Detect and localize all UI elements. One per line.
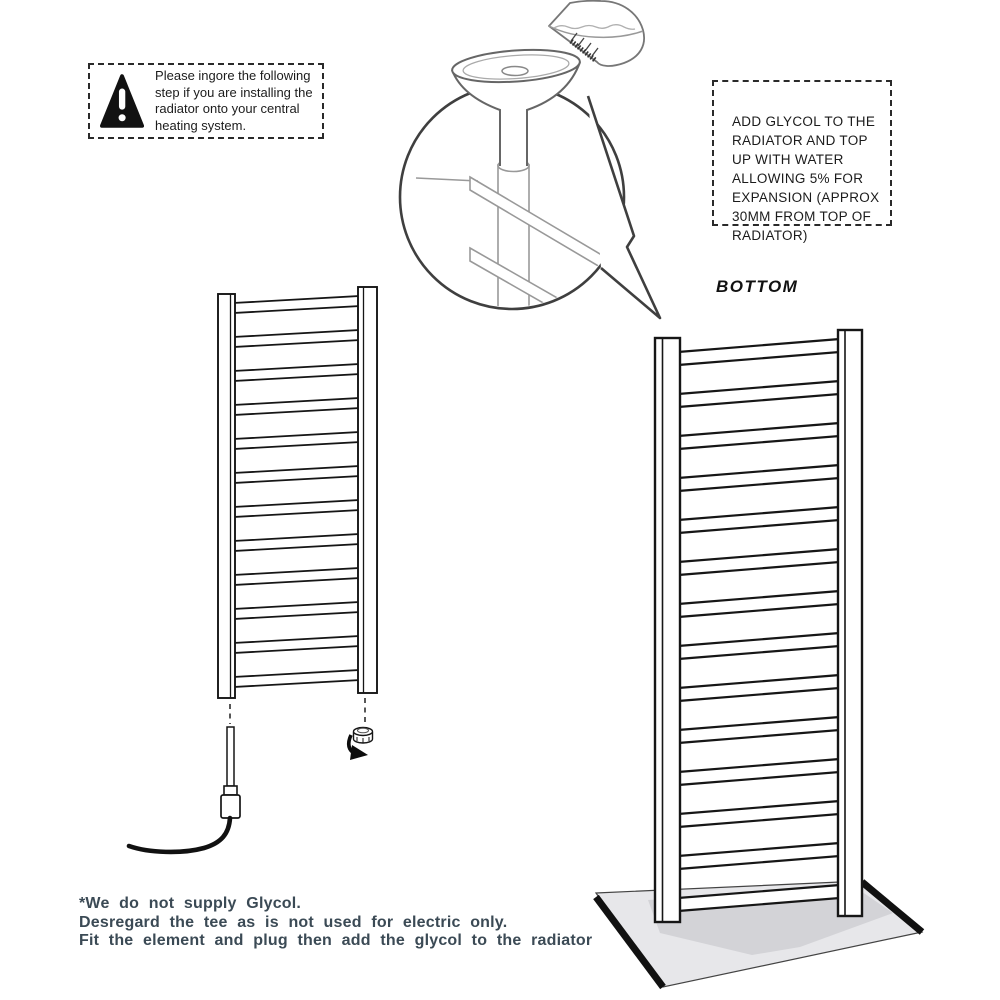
power-cable [129,818,230,852]
warning-note-box [88,63,324,139]
radiator-rung [678,759,840,785]
radiator-rung [233,636,360,653]
radiator-rung [233,568,360,585]
blanking-plug [354,728,373,744]
radiator-rung [233,670,360,687]
radiator-rung [233,466,360,483]
callout-tail [588,96,660,318]
radiator-rung [678,381,840,407]
funnel-callout [400,85,660,340]
radiator-rung [233,500,360,517]
radiator-rung [678,801,840,827]
radiator-rung [678,549,840,575]
left-radiator [129,287,377,852]
radiator-rung [678,717,840,743]
footnote-line: Fit the element and plug then add the glycol to the radiator [79,932,593,949]
radiator-rung [678,465,840,491]
radiator-rung [233,602,360,619]
right-radiator-rungs [678,339,840,911]
radiator-rung [678,633,840,659]
left-radiator-left-rail [218,294,235,698]
radiator-rung [678,339,840,365]
radiator-rung [233,330,360,347]
radiator-rung [233,296,360,313]
left-radiator-rungs [233,296,360,687]
right-radiator-right-rail [838,330,862,916]
radiator-rung [233,364,360,381]
radiator-rung [678,675,840,701]
radiator-rung [678,591,840,617]
warning-triangle-icon [100,73,144,129]
bottom-label: BOTTOM [716,277,799,296]
radiator-rung [233,432,360,449]
heating-element [221,727,240,818]
right-radiator-left-rail [655,338,680,922]
warning-note-text: Please ingore the following step if you are installing the radiator onto your central heating system. [155,68,313,133]
footnote-line: Desregard the tee as is not used for electric only. [79,913,508,931]
left-radiator-right-rail [358,287,377,693]
radiator-rung [678,423,840,449]
glycol-note-box [712,80,892,243]
radiator-rung [678,507,840,533]
footnote-line: *We do not supply Glycol. [79,895,302,912]
radiator-rung [678,843,840,869]
radiator-rung [233,534,360,551]
glycol-note-text: ADD GLYCOL TO THE RADIATOR AND TOP UP WITH WATER ALLOWING 5% FOR EXPANSION (APPROX 30MM FROM TOP OF RADIATOR) [732,114,880,243]
right-radiator [655,330,862,922]
radiator-rung [233,398,360,415]
funnel-hole [502,67,528,76]
footnote [79,895,592,951]
